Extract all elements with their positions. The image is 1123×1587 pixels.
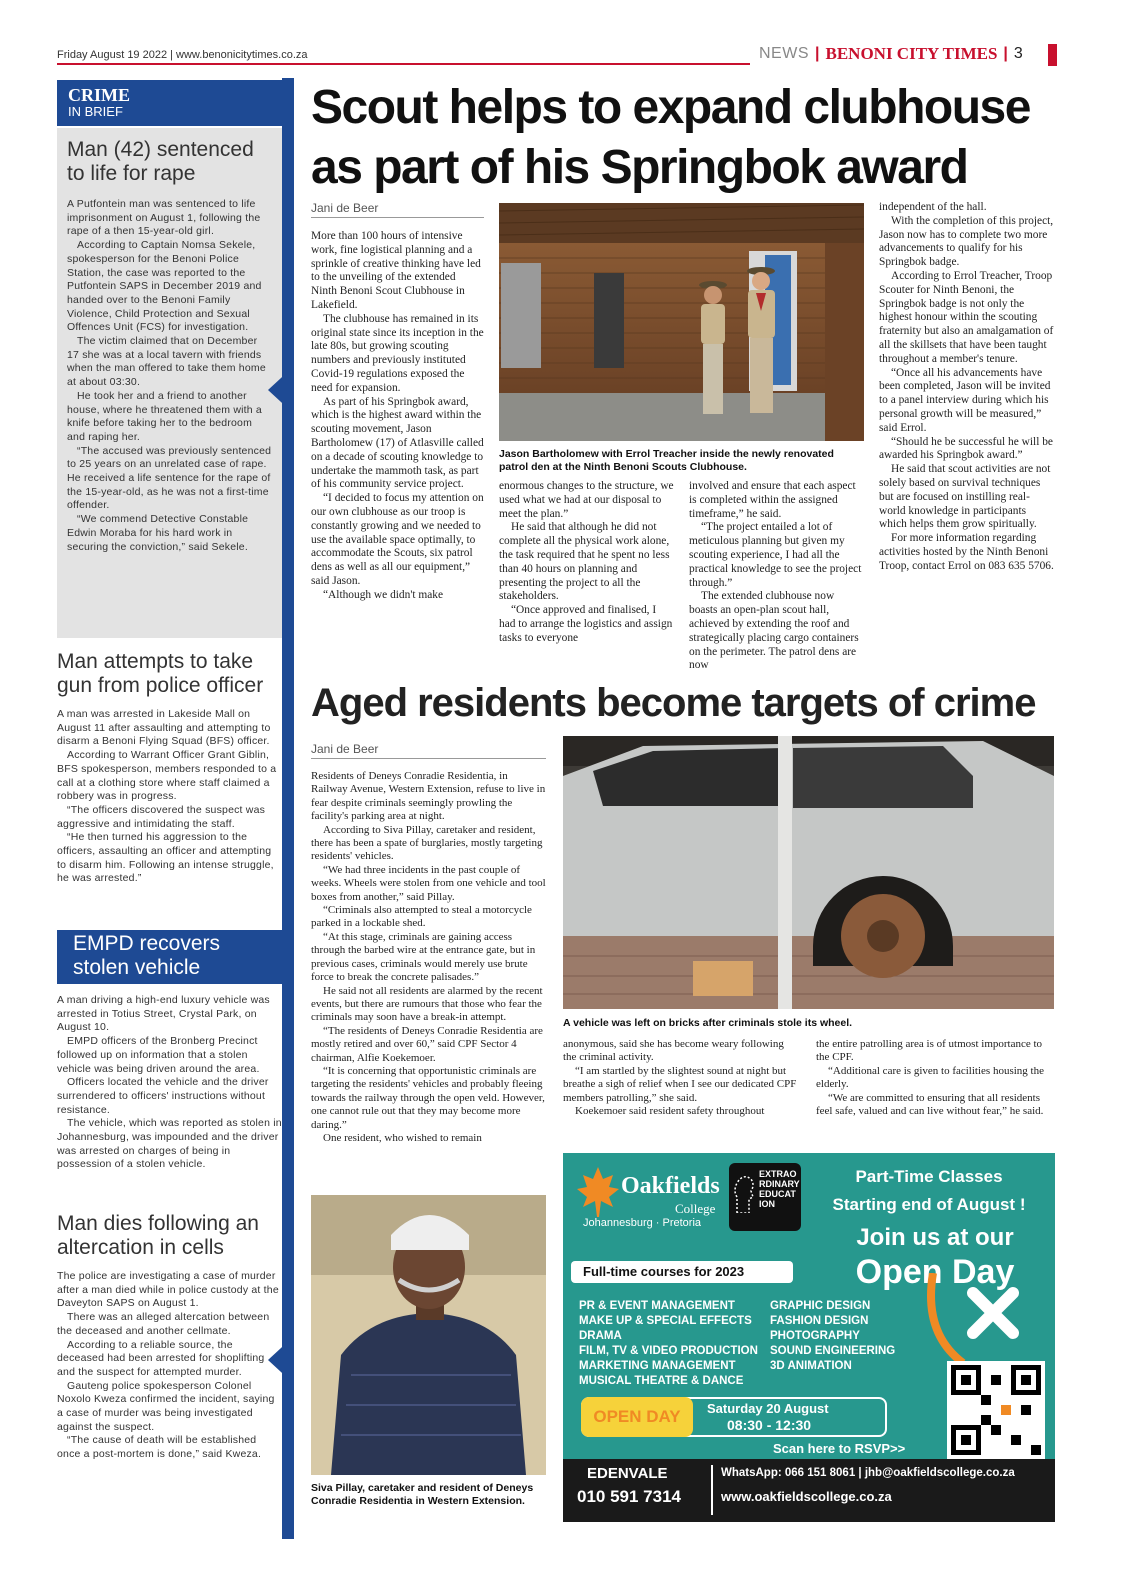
website-link[interactable]: www.oakfieldscollege.co.za: [721, 1489, 892, 1504]
brief-body: [57, 708, 282, 886]
car-photo: [563, 736, 1054, 1009]
paragraph: “We had three incidents in the past couple of weeks. Wheels were stolen from one vehicle and tool boxes from another,” said Pillay.: [311, 863, 546, 903]
crime-in-brief-tag: [57, 80, 294, 126]
contact-line[interactable]: WhatsApp: 066 151 8061 | jhb@oakfieldscollege.co.za: [721, 1467, 1015, 1479]
story1-col2: [499, 480, 674, 646]
paragraph: “Once all his advancements have been completed, Jason will be invited to a panel interview during which his personal growth will be measured,” said Errol.: [879, 366, 1051, 434]
openday-time: 08:30 - 12:30: [727, 1417, 812, 1433]
brief-para: “The officers discovered the suspect was aggressive and intimidating the staff.: [57, 803, 266, 830]
paragraph: “At this stage, criminals are gaining access through the barbed wire at the entrance gate, but in previous cases, criminals would merely use brute force to break the concrete palisades.”: [311, 930, 536, 984]
brief-body: [57, 994, 282, 1172]
headline-aged-residents: Aged residents become targets of crime: [311, 681, 1036, 725]
paragraph: “I am startled by the slightest sound at night but breathe a sigh of relief when I see our dedicated CPF members patrolling,” she said.: [563, 1064, 797, 1104]
headline-scout: Scout helps to expand clubhouse as part of his Springbok award: [311, 81, 1030, 194]
byline: Jani de Beer: [311, 201, 484, 218]
paragraph: “I decided to focus my attention on our own clubhouse as our troop is constantly growing and we needed to use the available space optimally, to accommodate the Scouts, six patrol dens as well as all our equipment,” said Jason.: [311, 492, 484, 587]
oakfields-logo: [577, 1161, 747, 1231]
brief-para: Gauteng police spokesperson Colonel Noxolo Kweza confirmed the incident, saying a case of murder was being investigated against the suspect.: [57, 1379, 275, 1433]
course-item: DRAMA: [579, 1330, 622, 1342]
portrait-caption: Siva Pillay, caretaker and resident of Deneys Conradie Residentia in Western Extension.: [311, 1482, 534, 1507]
paragraph: He said that scout activities are not solely based on survival techniques but are focused on instilling real-world knowledge in participants which helps them grow spiritually.: [879, 463, 1051, 531]
scout-photo-caption: Jason Bartholomew with Errol Treacher inside the newly renovated patrol den at the Ninth Benoni Scouts Clubhouse.: [499, 448, 834, 473]
brief-para: “We commend Detective Constable Edwin Moraba for his hard work in securing the conviction,” said Sekele.: [67, 513, 249, 553]
header-rule: [57, 63, 750, 65]
brief-para: He took her and a friend to another house, where he threatened them with a knife before taking her to the bedroom and raping her.: [67, 389, 262, 443]
brief-para: According to a reliable source, the deceased had been arrested for shoplifting and the suspect for attempted murder.: [57, 1338, 265, 1378]
brief-para: EMPD officers of the Bronberg Precinct followed up on information that a stolen vehicle was being driven around the area.: [57, 1035, 260, 1075]
brief-empd-body: [57, 994, 282, 1172]
brief-title: Man attempts to take gun from police officer: [57, 650, 264, 697]
paragraph: “The project entailed a lot of meticulous planning but given my scouting experience, I had all the practical knowledge to see the project through.”: [689, 521, 862, 589]
maple-leaf-icon: [577, 1167, 619, 1217]
openday-box: [581, 1397, 887, 1437]
paragraph: enormous changes to the structure, we used what we had at our disposal to meet the plan.”: [499, 480, 674, 520]
separator: |: [815, 45, 820, 62]
paragraph: “Although we didn't make: [323, 588, 444, 601]
brief-para: There was an alleged altercation between the deceased and another cellmate.: [57, 1311, 270, 1337]
paragraph: He said that although he did not complete all the physical work alone, the task required that he spent no less than 40 hours on planning and presenting the project to all the stakeholders.: [499, 521, 670, 603]
course-item: PHOTOGRAPHY: [770, 1330, 860, 1342]
qr-code-icon[interactable]: [947, 1361, 1045, 1459]
brand-locations: Johannesburg · Pretoria: [583, 1217, 702, 1229]
brief-title: Man (42) sentenced to life for rape: [67, 138, 254, 185]
scan-rsvp-text: Scan here to RSVP>>: [773, 1441, 906, 1456]
course-item: GRAPHIC DESIGN: [770, 1300, 871, 1312]
separator: |: [1003, 45, 1008, 62]
brief-para: “The accused was previously sentenced to 25 years on an unrelated case of rape. He received a life sentence for the rape of the 15-year-old, as he was not a first-time offender.: [67, 444, 272, 512]
brief-para: “The cause of death will be established once a post-mortem is done,” said Kweza.: [57, 1434, 262, 1461]
header-masthead: [759, 44, 1023, 64]
brand-name: Oakfields: [621, 1173, 720, 1199]
openday-date: Saturday 20 August: [707, 1401, 829, 1416]
course-item: FASHION DESIGN: [770, 1315, 869, 1327]
parttime-line2: Starting end of August !: [832, 1195, 1026, 1214]
course-item: PR & EVENT MANAGEMENT: [579, 1300, 735, 1312]
sidebar-pointer: [268, 931, 294, 979]
course-item: FILM, TV & VIDEO PRODUCTION: [579, 1345, 758, 1357]
page-number: 3: [1013, 45, 1023, 62]
paragraph: The extended clubhouse now boasts an open-plan scout hall, achieved by extending the roof and strategically placing cargo containers on the perimeter. The patrol dens are now: [689, 590, 859, 672]
brief-para: The victim claimed that on December 17 she was at a local tavern with friends when the man offered to take them home at about 03:30.: [67, 335, 266, 389]
openday-label: OPEN DAY: [581, 1397, 693, 1437]
paragraph: The clubhouse has remained in its original state since its inception in the late 80s, but growing scouting numbers and previously instituted Covid-19 regulations exposed the need for expansion.: [311, 312, 484, 394]
paragraph: More than 100 hours of intensive work, fine logistical planning and a sprinkle of creative thinking have led to the unveiling of the extended Ninth Benoni Scout Clubhouse in Lakefield.: [311, 230, 481, 311]
brief-title: EMPD recovers stolen vehicle: [73, 932, 221, 979]
paragraph: One resident, who wished to remain: [323, 1131, 482, 1144]
story1-col4: [879, 201, 1054, 574]
paragraph: According to Siva Pillay, caretaker and resident, there has been a spate of burglaries, mostly targeting residents' vehicles.: [311, 823, 543, 863]
scout-photo: [499, 203, 864, 441]
paragraph: “The residents of Deneys Conradie Residentia are mostly retired and over 60,” said CPF Sector 4 chairman, Alfie Koekemoer.: [311, 1024, 543, 1064]
brief-para: A man was arrested in Lakeside Mall on August 11 after assaulting and attempting to disarm a Benoni Flying Squad (BFS) officer.: [57, 708, 271, 748]
car-photo-caption: A vehicle was left on bricks after criminals stole its wheel.: [563, 1017, 853, 1029]
campus-phone[interactable]: 010 591 7314: [577, 1487, 681, 1506]
parttime-line1: Part-Time Classes: [855, 1167, 1003, 1186]
byline: Jani de Beer: [311, 742, 546, 759]
course-item: MARKETING MANAGEMENT: [579, 1360, 736, 1372]
paragraph: “Criminals also attempted to steal a motorcycle parked in a lockable shed.: [311, 904, 532, 930]
header-accent-block: [1048, 44, 1057, 66]
portrait-photo: [311, 1195, 546, 1475]
tagline-box: [729, 1163, 801, 1231]
sidebar-pointer: [268, 366, 294, 414]
decorative-cross-icon: [923, 1273, 1043, 1363]
join-line1: Join us at our: [856, 1224, 1014, 1251]
fulltime-banner: Full-time courses for 2023: [571, 1261, 793, 1283]
course-item: MAKE UP & SPECIAL EFFECTS: [579, 1315, 752, 1327]
brief-body: [67, 198, 272, 554]
ad-footer: [563, 1459, 1055, 1522]
parttime-block: [811, 1163, 1047, 1219]
brief-para: A man driving a high-end luxury vehicle was arrested in Totius Street, Crystal Park, on August 10.: [57, 994, 270, 1034]
courses-right: [770, 1299, 910, 1374]
header-date-url: Friday August 19 2022 | www.benonicitytimes.co.za: [57, 49, 308, 61]
paragraph: “Once approved and finalised, I had to arrange the logistics and assign tasks to everyone: [499, 604, 673, 644]
course-item: SOUND ENGINEERING: [770, 1345, 896, 1357]
story2-col3: [816, 1038, 1054, 1118]
brief-para: “He then turned his aggression to the officers, assaulting an officer and attempting to disarm him. Following an intense struggle, he was arrested.”: [57, 831, 274, 885]
paragraph: He said not all residents are alarmed by the recent events, but there are rumours that those who fear the criminals may soon have a break-in attempt.: [311, 984, 543, 1024]
paragraph: For more information regarding activities hosted by the Ninth Benoni Troop, contact Errol on 083 635 5706.: [879, 532, 1054, 572]
brief-body: [57, 1270, 282, 1462]
sidebar-border: [282, 78, 294, 1539]
tag-crime: CRIME: [68, 85, 130, 105]
course-item: MUSICAL THEATRE & DANCE: [579, 1375, 744, 1387]
tag-in-brief: IN BRIEF: [68, 104, 123, 119]
paper-name: BENONI CITY TIMES: [825, 44, 998, 63]
paragraph: anonymous, said she has become weary following the criminal activity.: [563, 1038, 784, 1064]
brief-para: A Putfontein man was sentenced to life imprisonment on August 1, following the rape of a then 15-year-old girl.: [67, 198, 261, 238]
courses-left: [579, 1299, 769, 1389]
paragraph: According to Errol Treacher, Troop Scouter for Ninth Benoni, the Springbok badge is not only the highest honour within the scouting fraternity but also an amalgamation of all the skillsets that have been taught throughout a member's tenure.: [879, 269, 1054, 365]
head-silhouette-icon: [733, 1173, 755, 1213]
tagline: EXTRAO RDINARY EDUCAT ION: [759, 1169, 800, 1209]
brand-sub: College: [675, 1201, 716, 1216]
brief-gun-attempt: [57, 650, 282, 886]
brief-cell-death: [57, 1212, 282, 1462]
brief-para: The vehicle, which was reported as stolen in Johannesburg, was impounded and the driver was arrested on charges of being in possession of a stolen vehicle.: [57, 1117, 282, 1171]
paragraph: Residents of Deneys Conradie Residentia, in Railway Avenue, Western Extension, refuse to live in fear despite criminals seemingly prowling the facility's parking area at night.: [311, 770, 546, 823]
course-item: 3D ANIMATION: [770, 1360, 852, 1372]
paragraph: With the completion of this project, Jason now has to complete two more advancements to qualify for his Springbok badge.: [879, 214, 1054, 269]
brief-rape-sentence: [57, 128, 282, 638]
paragraph: the entire patrolling area is of utmost importance to the CPF.: [816, 1038, 1043, 1064]
brief-para: According to Captain Nomsa Sekele, spokesperson for the Benoni Police Station, the case was reported to the Putfontein SAPS in December 2019 and handed over to the Benoni Family Violence, Child Protection and Sexual Offences Unit (FCS) for investigation.: [67, 239, 262, 334]
story1-col3: [689, 480, 864, 673]
brief-para: The police are investigating a case of murder after a man died while in police custody at the Daveyton SAPS on August 1.: [57, 1270, 279, 1310]
paragraph: As part of his Springbok award, which is the highest award within the scouting movement, Jason Bartholomew (17) of Atlasville called on a decade of scouting knowledge to undertake the mammoth task, as part of his community service project.: [311, 395, 484, 491]
paragraph: “Should he be successful he will be awarded his Springbok award.”: [879, 435, 1053, 462]
section-label: NEWS: [759, 45, 809, 62]
paragraph: involved and ensure that each aspect is completed within the assigned timeframe,” he said.: [689, 480, 856, 520]
story1-col1: [311, 230, 484, 603]
story2-col2: [563, 1038, 799, 1118]
story2-col1: [311, 770, 546, 1145]
brief-para: Officers located the vehicle and the driver surrendered to officers' instructions without resistance.: [57, 1076, 269, 1116]
campus-name: EDENVALE: [587, 1465, 668, 1482]
brief-empd-header: [57, 930, 282, 984]
brief-para: According to Warrant Officer Grant Giblin, BFS spokesperson, members responded to a call at a clothing store where staff claimed a robbery was in progress.: [57, 749, 277, 803]
oakfields-advert[interactable]: [563, 1153, 1055, 1522]
paragraph: “We are committed to ensuring that all residents feel safe, valued and can live without fear,” he said.: [816, 1091, 1044, 1118]
paragraph: Koekemoer said resident safety throughout: [575, 1105, 765, 1118]
paragraph: “It is concerning that opportunistic criminals are targeting the residents' vehicles and probably fleeing towards the railway through the open veld. However, one cannot rule out that they may become more daring.”: [311, 1064, 545, 1131]
join-line2: Open Day: [855, 1253, 1015, 1291]
paragraph: independent of the hall.: [879, 201, 987, 213]
brief-title: Man dies following an altercation in cells: [57, 1212, 259, 1259]
footer-divider: [711, 1465, 713, 1515]
sidebar-pointer: [268, 1336, 294, 1384]
paragraph: “Additional care is given to facilities housing the elderly.: [816, 1064, 1044, 1091]
